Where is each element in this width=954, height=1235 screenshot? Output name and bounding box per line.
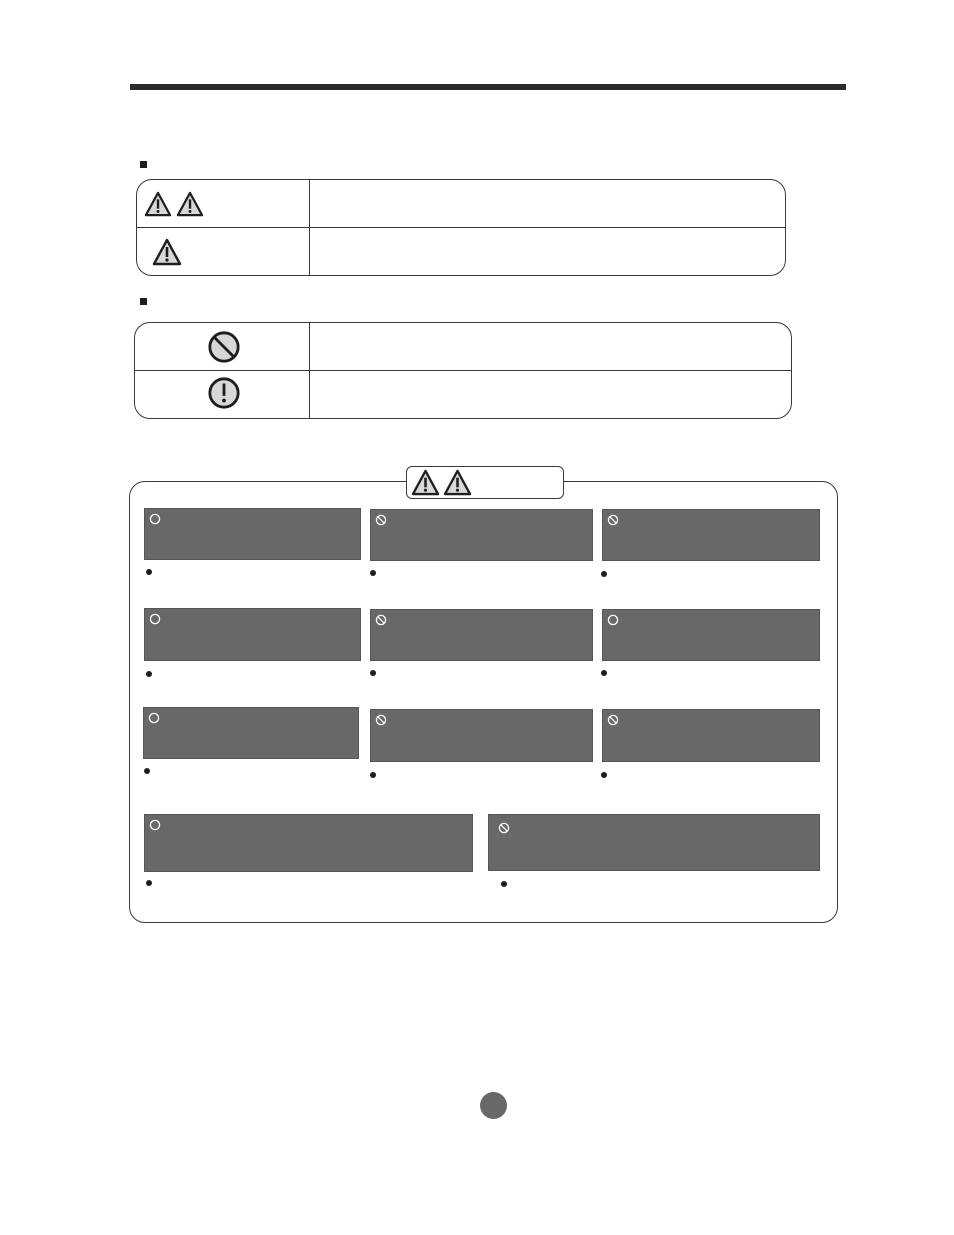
- mandatory-icon: [149, 819, 161, 831]
- prohibited-icon: [607, 514, 619, 526]
- warning-triangle-icon: [152, 238, 182, 266]
- warning-item: [144, 814, 473, 872]
- note-bullet: [601, 772, 607, 778]
- warning-item: [602, 509, 820, 561]
- note-bullet: [146, 880, 152, 886]
- note-bullet: [146, 569, 152, 575]
- warning-item: [370, 509, 593, 561]
- warning-note: [146, 880, 162, 886]
- warning-item: [143, 707, 359, 759]
- note-bullet: [601, 571, 607, 577]
- note-bullet: [501, 881, 507, 887]
- warning-note: [501, 881, 517, 887]
- note-bullet: [601, 670, 607, 676]
- symbols-table: [134, 322, 792, 419]
- mandatory-icon: [148, 712, 160, 724]
- warning-note: [370, 570, 386, 576]
- prohibited-icon: [375, 514, 387, 526]
- mandatory-icon: [149, 513, 161, 525]
- warning-note: [370, 670, 386, 676]
- table-row: [135, 323, 791, 371]
- warning-item: [602, 709, 820, 762]
- double-warning-triangle-icon: [411, 469, 472, 496]
- note-bullet: [144, 768, 150, 774]
- page-number-badge: [480, 1092, 507, 1119]
- warning-note: [370, 772, 386, 778]
- prohibited-icon: [498, 822, 510, 834]
- warning-item: [370, 609, 593, 661]
- warning-note: [146, 671, 162, 677]
- warning-item: [488, 814, 820, 871]
- warning-note: [144, 768, 160, 774]
- warning-note: [146, 569, 162, 575]
- note-bullet: [146, 671, 152, 677]
- prohibited-icon: [375, 614, 387, 626]
- section-bullet: [140, 161, 147, 168]
- mandatory-icon: [207, 376, 241, 410]
- note-bullet: [370, 570, 376, 576]
- warning-note: [601, 772, 617, 778]
- table-row: [135, 371, 791, 419]
- signal-words-table: [136, 179, 786, 276]
- section-bullet: [140, 298, 147, 305]
- warning-item: [602, 609, 820, 661]
- prohibited-icon: [607, 714, 619, 726]
- table-row: [137, 180, 785, 228]
- warning-item: [144, 508, 361, 560]
- mandatory-icon: [149, 613, 161, 625]
- table-row: [137, 228, 785, 276]
- warning-note: [601, 571, 617, 577]
- prohibited-icon: [375, 714, 387, 726]
- warning-panel-tab: [406, 466, 564, 499]
- mandatory-icon: [607, 614, 619, 626]
- warning-item: [370, 709, 593, 762]
- warning-note: [601, 670, 617, 676]
- warning-item: [144, 608, 361, 661]
- note-bullet: [370, 772, 376, 778]
- double-warning-triangle-icon: [144, 191, 204, 217]
- header-rule: [130, 84, 846, 90]
- prohibited-icon: [207, 330, 241, 364]
- note-bullet: [370, 670, 376, 676]
